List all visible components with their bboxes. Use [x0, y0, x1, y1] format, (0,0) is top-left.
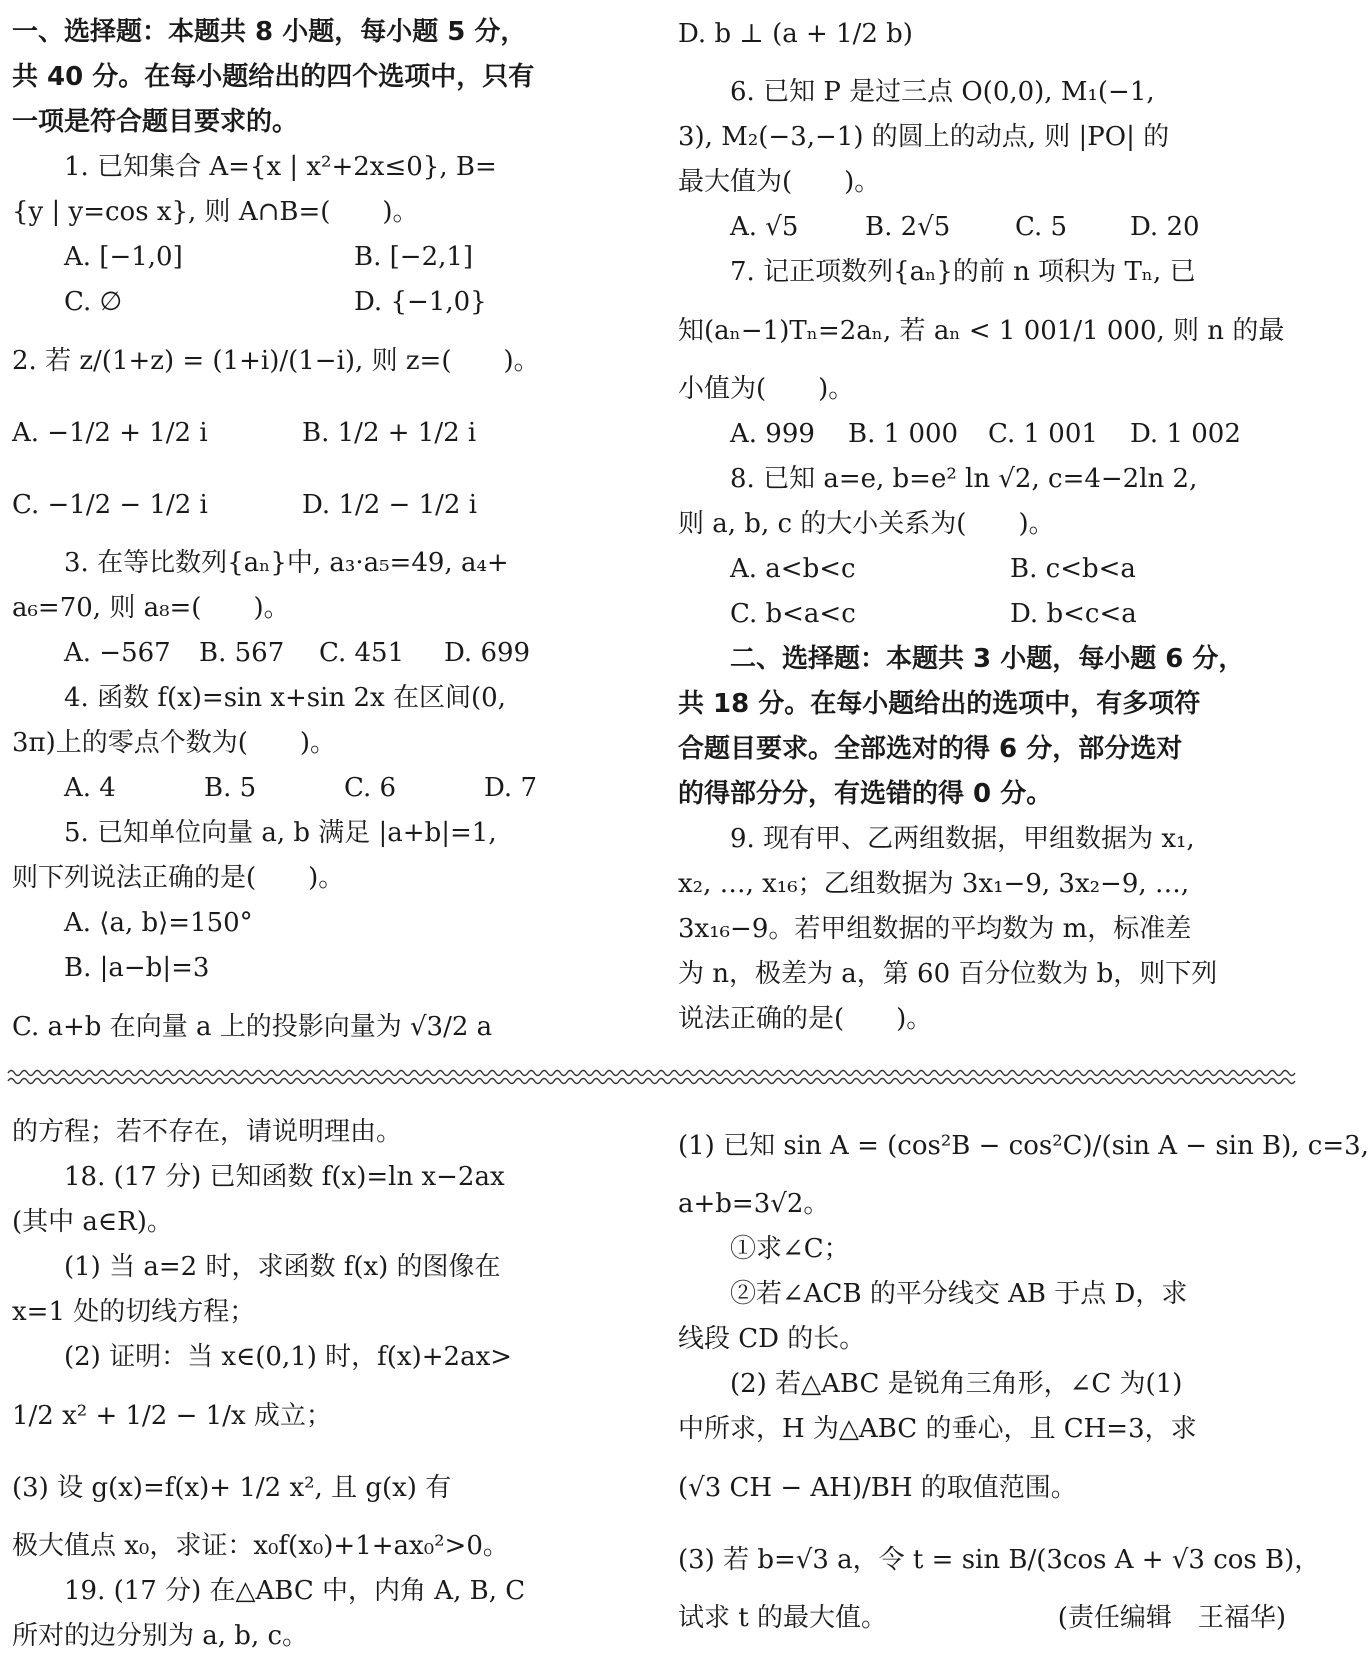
q1-options-row1: [12, 235, 620, 280]
option: B. 1/2 + 1/2 i: [302, 418, 477, 448]
editor-credit: (责任编辑 王福华): [1057, 1603, 1286, 1633]
option: B. |a−b|=3: [64, 953, 210, 983]
question-8-cont: 则 a, b, c 的大小关系为( )。: [678, 509, 1055, 539]
q8-options-row1: [678, 547, 1286, 592]
section-header: 一项是符合题目要求的。: [12, 107, 299, 137]
question-6-cont: 3), M₂(−3,−1) 的圆上的动点, 则 |PO| 的: [678, 122, 1170, 152]
option: C. a+b 在向量 a 上的投影向量为 √3/2 a: [12, 1012, 493, 1042]
question-7: 7. 记正项数列{aₙ}的前 n 项积为 Tₙ, 已: [730, 257, 1196, 287]
question-18-part1-cont: x=1 处的切线方程；: [12, 1297, 256, 1327]
q6-options: [678, 205, 1286, 250]
section-header: 共 40 分。在每小题给出的四个选项中，只有: [12, 62, 535, 92]
left-bottom-column: [12, 1110, 620, 1659]
option: A. [−1,0]: [64, 242, 183, 272]
question-19-part3: (3) 若 b=√3 a，令 t = sin B/(3cos A + √3 cos B)，: [678, 1545, 1321, 1575]
question-3: 3. 在等比数列{aₙ}中, a₃·a₅=49, a₄+: [64, 548, 509, 578]
question-19-part1-b-cont: 线段 CD 的长。: [678, 1324, 866, 1354]
option: D. 1 002: [1130, 419, 1241, 449]
section-header: 的得部分分，有选错的得 0 分。: [678, 779, 1053, 809]
option: B. 2√5: [865, 212, 951, 242]
question-19-part3-cont: [678, 1596, 1286, 1641]
question-18-cont: (其中 a∈R)。: [12, 1207, 173, 1237]
question-18-part2: (2) 证明：当 x∈(0,1) 时，f(x)+2ax>: [64, 1342, 513, 1372]
question-4-cont: 3π)上的零点个数为( )。: [12, 728, 337, 758]
question-19-part1-cont: a+b=3√2。: [678, 1189, 830, 1219]
question-1: 1. 已知集合 A={x | x²+2x≤0}, B=: [64, 152, 497, 182]
question-19-part2-cont: (√3 CH − AH)/BH 的取值范围。: [678, 1473, 1077, 1503]
section-header: 合题目要求。全部选对的得 6 分，部分选对: [678, 734, 1183, 764]
section-header: 共 18 分。在每小题给出的选项中，有多项符: [678, 689, 1201, 719]
option: C. 6: [344, 773, 397, 803]
q2-options-row2: [12, 469, 620, 541]
question-19-part1: (1) 已知 sin A = (cos²B − cos²C)/(sin A − sin B), c=3,: [678, 1131, 1369, 1161]
question-5-cont: 则下列说法正确的是( )。: [12, 863, 345, 893]
question-19-part1-a: ①求∠C；: [730, 1234, 850, 1264]
option: D. 1/2 − 1/2 i: [302, 490, 478, 520]
question-18: 18. (17 分) 已知函数 f(x)=ln x−2ax: [64, 1162, 505, 1192]
question-7-cont: 知(aₙ−1)Tₙ=2aₙ, 若 aₙ < 1 001/1 000, 则 n 的最: [678, 316, 1285, 346]
option: B. 567: [199, 638, 285, 668]
option: C. 5: [1015, 212, 1068, 242]
wavy-divider: [0, 1062, 1299, 1092]
question-4: 4. 函数 f(x)=sin x+sin 2x 在区间(0,: [64, 683, 506, 713]
option: A. ⟨a, b⟩=150°: [64, 908, 253, 938]
left-top-column: [12, 10, 620, 1063]
option: C. ∅: [64, 287, 123, 317]
question-9-cont: 3x₁₆−9。若甲组数据的平均数为 m，标准差: [678, 914, 1192, 944]
question-19-cont: 所对的边分别为 a, b, c。: [12, 1621, 309, 1651]
option: C. −1/2 − 1/2 i: [12, 490, 208, 520]
option: D. b ⊥ (a + 1/2 b): [678, 19, 913, 49]
option: B. [−2,1]: [354, 242, 474, 272]
question-1-cont: {y | y=cos x}, 则 A∩B=( )。: [12, 197, 419, 227]
question-9-cont: 说法正确的是( )。: [678, 1004, 933, 1034]
question-5: 5. 已知单位向量 a, b 满足 |a+b|=1,: [64, 818, 497, 848]
option: B. c<b<a: [1010, 554, 1136, 584]
question-19-part1-b: ②若∠ACB 的平分线交 AB 于点 D，求: [730, 1279, 1188, 1309]
q2-options-row1: [12, 397, 620, 469]
section-header: 二、选择题：本题共 3 小题，每小题 6 分，: [730, 644, 1245, 674]
question-18-part2-cont: 1/2 x² + 1/2 − 1/x 成立；: [12, 1401, 332, 1431]
question-18-part3: (3) 设 g(x)=f(x)+ 1/2 x², 且 g(x) 有: [12, 1473, 452, 1503]
option: A. 999: [730, 419, 815, 449]
q4-options: [12, 766, 620, 811]
right-top-column: [678, 10, 1286, 1042]
option: D. 699: [444, 638, 531, 668]
question-6: 6. 已知 P 是过三点 O(0,0), M₁(−1,: [730, 77, 1155, 107]
question-19: 19. (17 分) 在△ABC 中，内角 A, B, C: [64, 1576, 526, 1606]
question-18-part1: (1) 当 a=2 时，求函数 f(x) 的图像在: [64, 1252, 501, 1282]
q3-options: [12, 631, 620, 676]
option: B. 5: [204, 773, 257, 803]
q8-options-row2: [678, 592, 1286, 637]
option: D. 7: [484, 773, 537, 803]
question-2: 2. 若 z/(1+z) = (1+i)/(1−i), 则 z=( )。: [12, 346, 540, 376]
question-9-cont: 为 n，极差为 a，第 60 百分位数为 b，则下列: [678, 959, 1218, 989]
question-7-cont: 小值为( )。: [678, 374, 855, 404]
right-bottom-column: [678, 1110, 1369, 1641]
option: A. a<b<c: [730, 554, 856, 584]
question-6-cont: 最大值为( )。: [678, 167, 881, 197]
question-18-part3-cont: 极大值点 x₀，求证：x₀f(x₀)+1+ax₀²>0。: [12, 1531, 509, 1561]
question-3-cont: a₆=70, 则 a₈=( )。: [12, 593, 290, 623]
option: D. b<c<a: [1010, 599, 1137, 629]
question-17-tail: 的方程；若不存在，请说明理由。: [12, 1117, 403, 1147]
option: A. −567: [64, 638, 171, 668]
option: D. {−1,0}: [354, 287, 487, 317]
question-19-part2-cont: 中所求，H 为△ABC 的垂心，且 CH=3，求: [678, 1414, 1197, 1444]
question-9-cont: x₂, …, x₁₆；乙组数据为 3x₁−9, 3x₂−9, …,: [678, 869, 1190, 899]
question-8: 8. 已知 a=e, b=e² ln √2, c=4−2ln 2,: [730, 464, 1198, 494]
q1-options-row2: [12, 280, 620, 325]
option: C. 1 001: [988, 419, 1098, 449]
option: A. 4: [64, 773, 116, 803]
section-header: 一、选择题：本题共 8 小题，每小题 5 分，: [12, 17, 527, 47]
option: C. b<a<c: [730, 599, 856, 629]
option: A. √5: [730, 212, 799, 242]
option: D. 20: [1130, 212, 1200, 242]
question-19-part2: (2) 若△ABC 是锐角三角形，∠C 为(1): [730, 1369, 1183, 1399]
option: B. 1 000: [848, 419, 959, 449]
question-19-part3-text: 试求 t 的最大值。: [678, 1603, 887, 1633]
question-9: 9. 现有甲、乙两组数据，甲组数据为 x₁,: [730, 824, 1195, 854]
q7-options: [678, 412, 1286, 457]
option: A. −1/2 + 1/2 i: [12, 418, 208, 448]
option: C. 451: [319, 638, 405, 668]
